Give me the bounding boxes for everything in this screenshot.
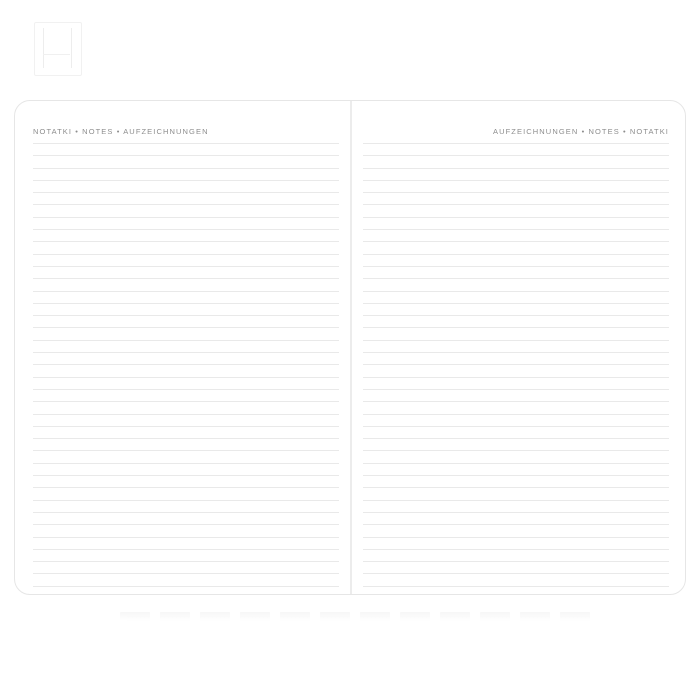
- page-corner-bottom-left: [14, 569, 40, 595]
- rule-line: [33, 340, 339, 341]
- rule-line: [363, 426, 669, 427]
- reflection-segment: [360, 612, 390, 621]
- reflection-segment: [200, 612, 230, 621]
- rule-line: [363, 340, 669, 341]
- rule-line: [363, 192, 669, 193]
- rule-line: [363, 229, 669, 230]
- rule-line: [33, 204, 339, 205]
- reflection-segment: [560, 612, 590, 621]
- reflection-segment: [160, 612, 190, 621]
- rule-line: [33, 155, 339, 156]
- rule-line: [33, 401, 339, 402]
- rule-line: [363, 143, 669, 144]
- page-corner-bottom-right: [662, 569, 686, 595]
- notebook-page-right: [351, 101, 686, 594]
- rule-line: [33, 500, 339, 501]
- rule-line: [363, 291, 669, 292]
- rule-line: [363, 463, 669, 464]
- logo-crossbar: [43, 54, 70, 55]
- rule-line: [363, 573, 669, 574]
- rule-line: [363, 524, 669, 525]
- rule-line: [33, 377, 339, 378]
- rule-line: [33, 549, 339, 550]
- rule-line: [33, 315, 339, 316]
- rule-line: [33, 573, 339, 574]
- ruled-lines-right: [363, 143, 669, 580]
- rule-line: [33, 450, 339, 451]
- rule-line: [363, 500, 669, 501]
- ruled-lines-left: [33, 143, 339, 580]
- rule-line: [33, 586, 339, 587]
- rule-line: [363, 254, 669, 255]
- rule-line: [363, 549, 669, 550]
- rule-line: [33, 180, 339, 181]
- rule-line: [363, 168, 669, 169]
- rule-line: [33, 414, 339, 415]
- rule-line: [33, 352, 339, 353]
- rule-line: [363, 278, 669, 279]
- reflection-segment: [240, 612, 270, 621]
- rule-line: [33, 537, 339, 538]
- rule-line: [363, 561, 669, 562]
- reflection-segment: [440, 612, 470, 621]
- rule-line: [363, 352, 669, 353]
- rule-line: [363, 450, 669, 451]
- rule-line: [363, 315, 669, 316]
- rule-line: [33, 364, 339, 365]
- rule-line: [33, 561, 339, 562]
- rule-line: [363, 389, 669, 390]
- rule-line: [363, 414, 669, 415]
- rule-line: [33, 143, 339, 144]
- rule-line: [33, 475, 339, 476]
- rule-line: [33, 438, 339, 439]
- rule-line: [33, 389, 339, 390]
- rule-line: [33, 229, 339, 230]
- reflection-segment: [120, 612, 150, 621]
- rule-line: [363, 155, 669, 156]
- reflection-segment: [400, 612, 430, 621]
- notebook-page-left: [15, 101, 351, 594]
- rule-line: [33, 192, 339, 193]
- rule-line: [33, 426, 339, 427]
- rule-line: [363, 475, 669, 476]
- rule-line: [363, 180, 669, 181]
- reflection-segment: [320, 612, 350, 621]
- rule-line: [33, 291, 339, 292]
- rule-line: [363, 512, 669, 513]
- rule-line: [33, 303, 339, 304]
- rule-line: [33, 463, 339, 464]
- reflection-segment: [280, 612, 310, 621]
- notebook: [14, 100, 686, 595]
- logo-watermark-icon: [34, 22, 80, 74]
- rule-line: [363, 537, 669, 538]
- logo-inner-lines: [43, 28, 72, 68]
- rule-line: [33, 512, 339, 513]
- rule-line: [33, 524, 339, 525]
- rule-line: [33, 327, 339, 328]
- rule-line: [33, 241, 339, 242]
- surface-reflection: [120, 612, 590, 642]
- rule-line: [363, 217, 669, 218]
- rule-line: [363, 303, 669, 304]
- rule-line: [33, 487, 339, 488]
- reflection-segment: [480, 612, 510, 621]
- rule-line: [33, 168, 339, 169]
- rule-line: [363, 327, 669, 328]
- page-heading-left: NOTATKI • NOTES • AUFZEICHNUNGEN: [33, 127, 209, 136]
- notebook-gutter: [350, 101, 352, 594]
- rule-line: [363, 377, 669, 378]
- rule-line: [363, 241, 669, 242]
- rule-line: [363, 204, 669, 205]
- rule-line: [363, 487, 669, 488]
- rule-line: [363, 586, 669, 587]
- rule-line: [363, 401, 669, 402]
- rule-line: [363, 266, 669, 267]
- rule-line: [33, 254, 339, 255]
- rule-line: [33, 266, 339, 267]
- rule-line: [363, 364, 669, 365]
- reflection-segment: [520, 612, 550, 621]
- page-heading-right: AUFZEICHNUNGEN • NOTES • NOTATKI: [492, 127, 669, 136]
- rule-line: [33, 278, 339, 279]
- rule-line: [33, 217, 339, 218]
- rule-line: [363, 438, 669, 439]
